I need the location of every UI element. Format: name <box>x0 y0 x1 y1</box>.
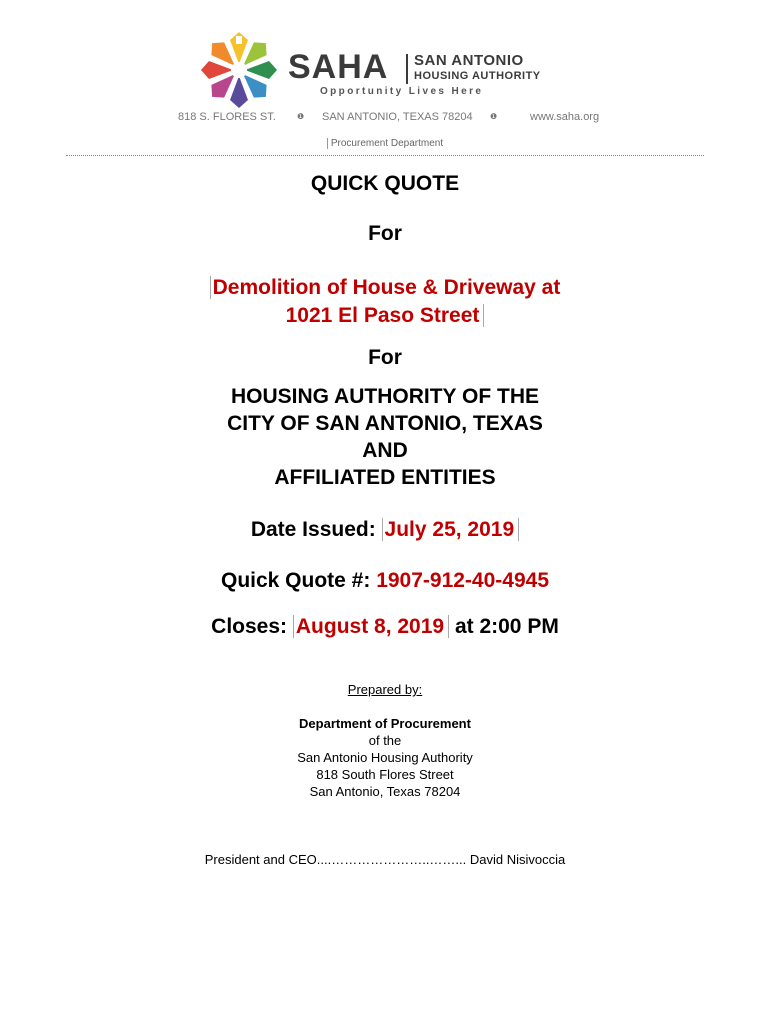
doc-title: QUICK QUOTE <box>310 172 460 195</box>
address-city: SAN ANTONIO, TEXAS 78204 <box>322 111 473 123</box>
quote-number-label: Quick Quote #: <box>220 569 371 592</box>
address-street: 818 S. FLORES ST. <box>178 111 276 123</box>
logo-abbrev: SAHA <box>288 48 389 86</box>
prepared-street: 818 South Flores Street <box>316 767 454 782</box>
date-issued <box>0 516 770 544</box>
logo-name-line1: SAN ANTONIO <box>414 52 524 69</box>
prepared-of: of the <box>368 733 402 748</box>
saha-logo-mark-icon <box>198 30 280 110</box>
prepared-org: San Antonio Housing Authority <box>297 750 473 765</box>
project-line-2-text: 1021 El Paso Street <box>286 304 485 327</box>
separator-icon: ❶ <box>297 112 305 121</box>
prepared-by-label: Prepared by: <box>347 682 423 697</box>
for-label-1: For <box>368 222 402 245</box>
entity-line-2: CITY OF SAN ANTONIO, TEXAS <box>227 412 543 435</box>
date-issued-label: Date Issued: <box>250 518 376 541</box>
entity-line-4: AFFILIATED ENTITIES <box>274 466 496 489</box>
header-divider <box>66 155 704 156</box>
project-line-1-text: Demolition of House & Driveway at <box>210 276 561 299</box>
logo-divider <box>406 54 408 84</box>
ceo-line: President and CEO....…………………..……... David Nisivoccia <box>204 852 566 867</box>
closes-label: Closes: <box>211 615 288 638</box>
quote-number-value: 1907-912-40-4945 <box>376 569 549 592</box>
closes <box>0 613 770 641</box>
entity-line-3: AND <box>362 439 408 462</box>
procurement-department <box>0 138 770 149</box>
department-label: Procurement Department <box>327 138 443 149</box>
entity-line-1: HOUSING AUTHORITY OF THE <box>230 385 539 408</box>
date-issued-value: July 25, 2019 <box>382 518 520 541</box>
saha-logo <box>198 30 558 110</box>
closes-date: August 8, 2019 <box>293 615 449 638</box>
address-website: www.saha.org <box>530 111 600 123</box>
prepared-dept: Department of Procurement <box>299 716 471 731</box>
address-line <box>0 111 770 125</box>
project-line-1 <box>0 274 770 302</box>
closes-time: at 2:00 PM <box>454 615 559 638</box>
project-line-2 <box>0 302 770 330</box>
quote-number <box>0 567 770 595</box>
logo-name-line2: HOUSING AUTHORITY <box>414 70 541 82</box>
prepared-city: San Antonio, Texas 78204 <box>309 784 461 799</box>
logo-tagline: Opportunity Lives Here <box>320 86 484 97</box>
for-label-2: For <box>368 346 402 369</box>
separator-icon: ❶ <box>490 112 498 121</box>
